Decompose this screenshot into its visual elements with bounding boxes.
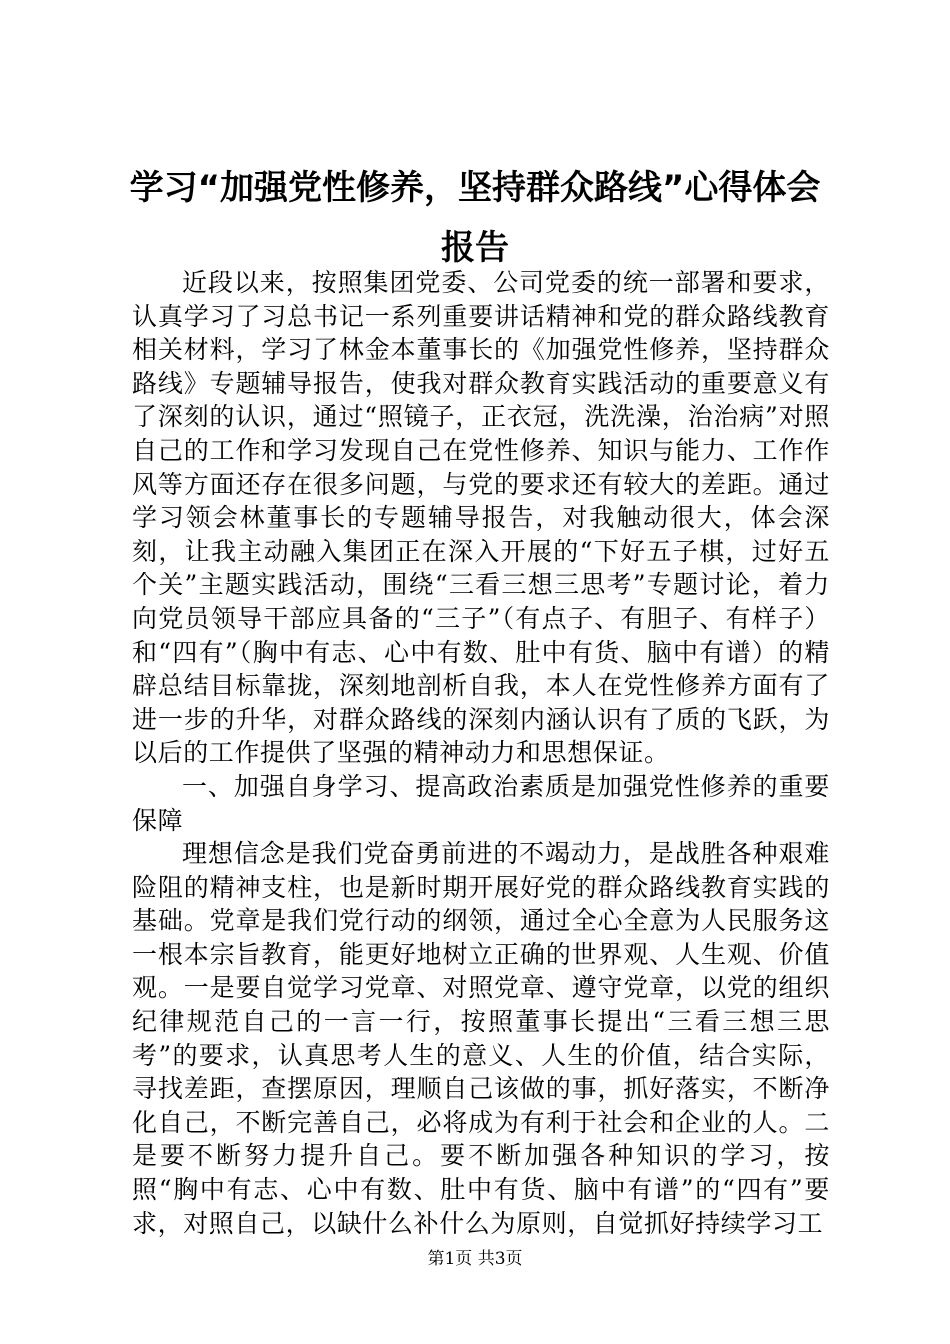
document-body [132,266,830,1240]
page-footer: 第1页 共3页 [427,1249,523,1269]
section-1-paragraph: 理想信念是我们党奋勇前进的不竭动力，是战胜各种艰难险阻的精神支柱，也是新时期开展好党的群众路线教育实践的基础。党章是我们党行动的纲领，通过全心全意为人民服务这一根本宗旨教育，能更好地树立正确的世界观、人生观、价值观。一是要自觉学习党章、对照党章、遵守党章，以党的组织纪律规范自己的一言一行，按照董事长提出“三看三想三思考”的要求，认真思考人生的意义、人生的价值，结合实际，寻找差距，查摆原因，理顺自己该做的事，抓好落实，不断净化自己，不断完善自己，必将成为有利于社会和企业的人。二是要不断努力提升自己。要不断加强各种知识的学习，按照“胸中有志、心中有数、肚中有货、脑中有谱”的“四有”要求，对照自己，以缺什么补什么为原则，自觉抓好持续学习工 [132,839,830,1238]
section-heading-1: 一、加强自身学习、提高政治素质是加强党性修养的重要保障 [132,771,830,835]
intro-paragraph: 近段以来，按照集团党委、公司党委的统一部署和要求，认真学习了习总书记一系列重要讲话精神和党的群众路线教育相关材料，学习了林金本董事长的《加强党性修养，坚持群众路线》专题辅导报告，使我对群众教育实践活动的重要意义有了深刻的认识，通过“照镜子，正衣冠，洗洗澡，治治病”对照自己的工作和学习发现自己在党性修养、知识与能力、工作作风等方面还存在很多问题，与党的要求还有较大的差距。通过学习领会林董事长的专题辅导报告，对我触动很大，体会深刻，让我主动融入集团正在深入开展的“下好五子棋，过好五个关”主题实践活动，围绕“三看三想三思考”专题讨论，着力向党员领导干部应具备的“三子”（有点子、有胆子、有样子）和“四有”（胸中有志、心中有数、肚中有货、脑中有谱）的精辟总结目标靠拢，深刻地剖析自我，本人在党性修养方面有了进一步的升华，对群众路线的深刻内涵认识有了质的飞跃，为以后的工作提供了坚强的精神动力和思想保证。 [132,268,830,768]
document-title: 学习“加强党性修养，坚持群众路线”心得体会报告 [129,168,821,268]
